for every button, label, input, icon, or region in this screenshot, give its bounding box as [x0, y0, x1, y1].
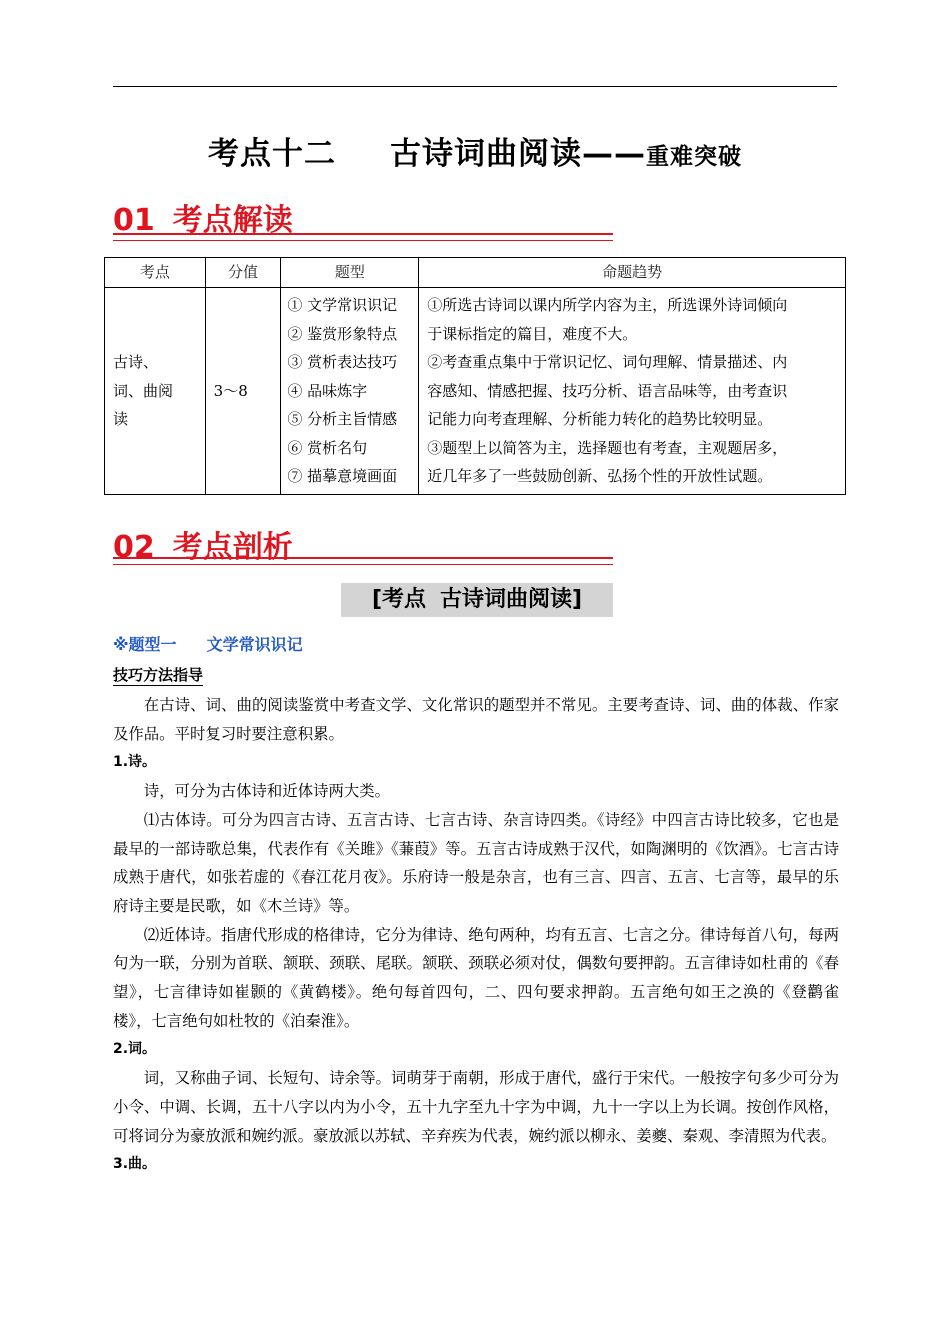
- table-header-cell: 分值: [205, 258, 281, 288]
- trend-cell: [419, 288, 846, 495]
- question-type-item: ④ 品味炼字: [287, 381, 368, 400]
- section-underline-2: [113, 557, 613, 565]
- title-sub: 重难突破: [646, 143, 742, 170]
- table-header-cell: 题型: [281, 258, 419, 288]
- table-header-cell: 考点: [105, 258, 206, 288]
- table-header-cell: 命题趋势: [419, 258, 846, 288]
- paragraph: ⑵近体诗。指唐代形成的格律诗，它分为律诗、绝句两种，均有五言、七言之分。律诗每首八句，每两句为一联，分别为首联、颔联、颈联、尾联。颔联、颈联必须对仗，偶数句要押韵。五言律诗如杜甫的《春望》，七言律诗如崔颢的《黄鹤楼》。绝句每首四句，二、四句要求押韵。五言绝句如王之涣的《登鹳雀楼》，七言绝句如杜牧的《泊秦淮》。: [113, 925, 839, 1030]
- table-row: [105, 288, 846, 495]
- paragraph: ⑴古体诗。可分为四言古诗、五言古诗、七言古诗、杂言诗四类。《诗经》中四言古诗比较多，它也是最早的一部诗歌总集，代表作有《关雎》《蒹葭》等。五言古诗成熟于汉代，如陶渊明的《饮酒》。七言古诗成熟于唐代，如张若虚的《春江花月夜》。乐府诗一般是杂言，也有三言、四言、五言、七言等，最早的乐府诗主要是民歌，如《木兰诗》等。: [113, 810, 839, 915]
- section-number: 02: [113, 530, 155, 565]
- title-name: 古诗词曲阅读——: [390, 136, 646, 172]
- question-type-item: ② 鉴赏形象特点: [287, 324, 398, 343]
- subheading-qu: 3.曲。: [113, 1156, 157, 1173]
- question-type-item: ① 文学常识识记: [287, 296, 398, 314]
- topic-cell: 古诗、 词、曲阅 读: [105, 288, 206, 495]
- section-label: 考点剖析: [172, 530, 293, 565]
- section-underline-1: [113, 233, 613, 241]
- question-types-cell: [281, 288, 419, 495]
- paragraph: 在古诗、词、曲的阅读鉴赏中考查文学、文化常识的题型并不常见。主要考查诗、词、曲的体裁、作家及作品。平时复习时要注意积累。: [113, 696, 839, 743]
- question-type-heading: ※题型一 文学常识识记: [113, 635, 303, 654]
- trend-line: ③题型上以简答为主，选择题也有考查，主观题居多，: [427, 438, 788, 457]
- question-type-item: ③ 赏析表达技巧: [287, 353, 398, 371]
- trend-line: 记能力向考查理解、分析能力转化的趋势比较明显。: [427, 410, 773, 428]
- trend-line: 容感知、情感把握、技巧分析、语言品味等，由考查识: [427, 381, 788, 400]
- header-rule: [113, 86, 837, 87]
- body-text: [113, 691, 839, 1179]
- trend-line: 于课标指定的篇目，难度不大。: [427, 324, 638, 343]
- score-cell: 3～8: [205, 288, 281, 495]
- section-label: 考点解读: [172, 203, 293, 238]
- question-type-item: ⑦ 描摹意境画面: [287, 467, 398, 485]
- skill-heading: 技巧方法指导: [113, 666, 204, 684]
- trend-line: ①所选古诗词以课内所学内容为主，所选课外诗词倾向: [427, 296, 788, 314]
- trend-line: 近几年多了一些鼓励创新、弘扬个性的开放性试题。: [427, 467, 773, 485]
- subheading-ci: 2.词。: [113, 1041, 157, 1058]
- question-type-item: ⑥ 赏析名句: [287, 438, 368, 457]
- question-type-item: ⑤ 分析主旨情感: [287, 410, 398, 428]
- page-title: [0, 128, 950, 173]
- paragraph: 词，又称曲子词、长短句、诗余等。词萌芽于南朝，形成于唐代，盛行于宋代。一般按字句多少可分为小令、中调、长调，五十八字以内为小令，五十九字至九十字为中调，九十一字以上为长调。按创作风格，可将词分为豪放派和婉约派。豪放派以苏轼、辛弃疾为代表，婉约派以柳永、姜夔、秦观、李清照为代表。: [113, 1069, 839, 1145]
- exam-point-table: [104, 257, 846, 495]
- trend-line: ②考查重点集中于常识记忆、词句理解、情景描述、内: [427, 353, 788, 371]
- paragraph: 诗，可分为古体诗和近体诗两大类。: [143, 782, 391, 801]
- exam-point-banner: [考点 古诗词曲阅读]: [341, 583, 613, 617]
- section-number: 01: [113, 203, 155, 238]
- title-main: 考点十二: [208, 136, 336, 172]
- subheading-poetry: 1.诗。: [113, 754, 157, 771]
- table-header-row: [105, 258, 846, 288]
